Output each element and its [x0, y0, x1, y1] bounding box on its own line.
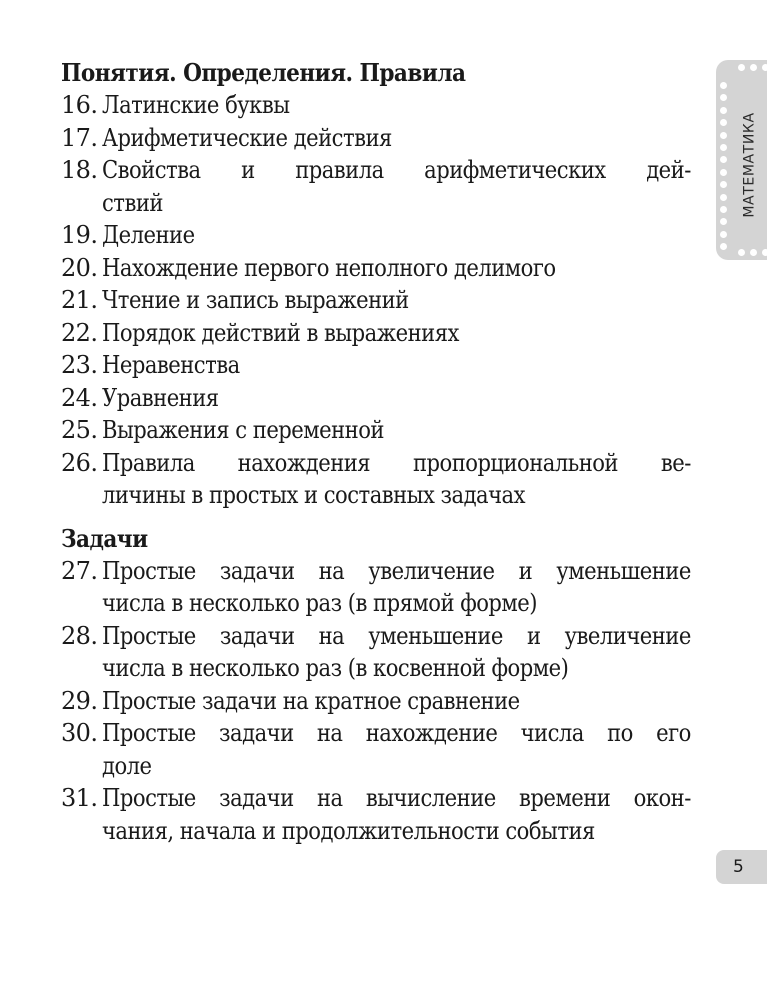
list-item: 24. Уравнения: [61, 383, 219, 412]
list-item: 22. Порядок действий в выражениях: [61, 318, 459, 347]
list-item: 16. Латинские буквы: [61, 91, 290, 119]
decorative-dots: [738, 249, 767, 256]
table-of-contents: [61, 56, 691, 847]
section-list: [61, 555, 691, 848]
list-item: 27. Простые задачи на увеличение и уменьшение числа в несколько раз (в прямой форме): [61, 556, 691, 617]
subject-tab: [716, 60, 767, 260]
section-title: Понятия. Определения. Правила: [61, 58, 466, 87]
list-item: 18. Свойства и правила арифметических дей- ствий: [61, 156, 691, 217]
list-item: 26. Правила нахождения пропорциональной ве- личины в простых и составных задачах: [61, 448, 691, 509]
subject-tab-label: МАТЕМАТИКА: [742, 112, 759, 218]
list-item: 21. Чтение и запись выражений: [61, 286, 409, 314]
decorative-dots: [720, 82, 727, 250]
list-item: 28. Простые задачи на уменьшение и увеличение числа в несколько раз (в косвенной форме): [61, 621, 691, 682]
section-list: [61, 89, 691, 512]
list-item: 19. Деление: [61, 221, 195, 249]
section-title: Задачи: [61, 523, 148, 553]
list-item: 31. Простые задачи на вычисление времени окон- чания, начала и продолжительности события: [61, 784, 691, 845]
list-item: 23. Неравенства: [61, 351, 240, 379]
list-item: 29. Простые задачи на кратное сравнение: [61, 686, 520, 715]
list-item: 17. Арифметические действия: [61, 123, 392, 152]
page-number: 5: [716, 850, 767, 884]
list-item: 30. Простые задачи на нахождение числа по его доле: [61, 719, 691, 780]
decorative-dots: [738, 64, 767, 71]
list-item: 25. Выражения с переменной: [61, 416, 384, 444]
list-item: 20. Нахождение первого неполного делимого: [61, 253, 556, 282]
